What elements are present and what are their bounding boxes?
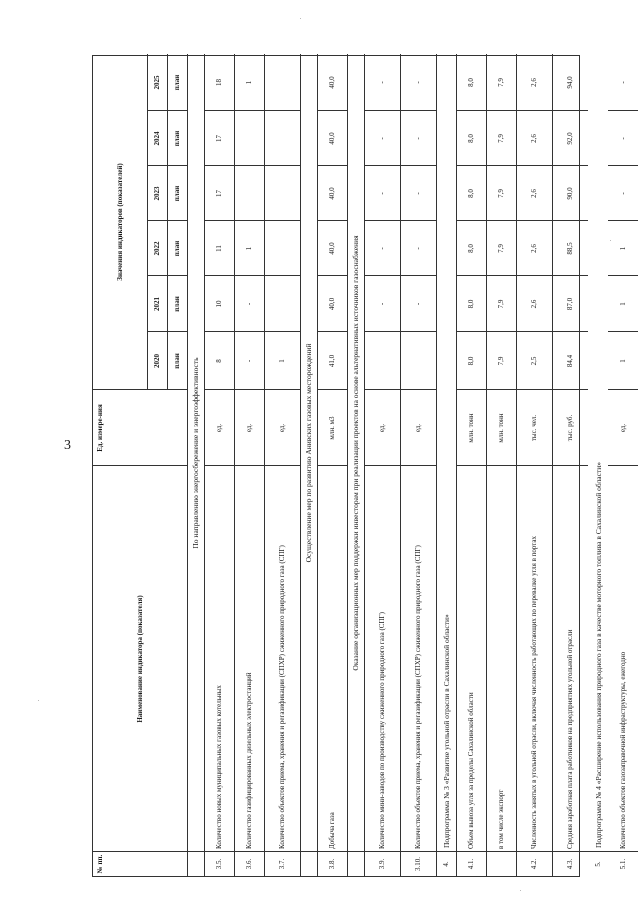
value-2022: 8,0 xyxy=(466,244,475,253)
column-divider xyxy=(264,465,300,466)
value-2023: - xyxy=(377,192,386,195)
column-divider xyxy=(264,165,300,166)
column-divider xyxy=(486,275,516,276)
column-divider xyxy=(317,389,347,390)
value-2020: - xyxy=(244,359,253,363)
header-num: № пп. xyxy=(96,854,104,874)
indicator-name: Количество новых муниципальных газовых котельных xyxy=(214,685,223,849)
column-divider xyxy=(456,389,486,390)
header-divider xyxy=(147,54,148,390)
header-name: Наименование индикатора (показателя) xyxy=(135,595,144,723)
row-number: 3.8. xyxy=(327,858,336,870)
row-number xyxy=(486,852,516,876)
value-2021: - xyxy=(244,302,253,306)
unit-cell: тыс. руб. xyxy=(565,414,574,442)
column-divider xyxy=(317,465,347,466)
column-divider xyxy=(264,389,300,390)
value-2020: 2,5 xyxy=(529,356,538,366)
rotated-table-frame xyxy=(92,55,627,877)
column-divider xyxy=(364,331,400,332)
header-year-2023: 2023 xyxy=(152,186,161,201)
column-divider xyxy=(264,275,300,276)
header-column-divider xyxy=(147,220,187,221)
column-divider xyxy=(364,110,400,111)
column-divider xyxy=(364,275,400,276)
unit-cell: ед. xyxy=(413,423,422,433)
column-divider xyxy=(436,851,456,852)
column-divider xyxy=(400,110,436,111)
indicator-name: Объем вывоза угля за пределы Сахалинской области xyxy=(466,692,475,849)
row-number: 3.6. xyxy=(244,858,253,870)
column-divider xyxy=(456,851,486,852)
column-divider xyxy=(204,110,234,111)
column-divider xyxy=(516,851,552,852)
value-2022: 11 xyxy=(214,245,223,252)
column-divider xyxy=(400,220,436,221)
value-2025: 94,0 xyxy=(565,76,574,89)
unit-cell: ед. xyxy=(214,423,223,433)
unit-cell: млн. тонн xyxy=(466,413,475,443)
unit-cell: ед. xyxy=(277,423,286,433)
value-2023: 17 xyxy=(214,190,223,197)
column-divider xyxy=(317,851,347,852)
column-divider xyxy=(486,389,516,390)
column-divider xyxy=(552,275,588,276)
value-2025: - xyxy=(377,81,386,84)
column-divider xyxy=(552,331,588,332)
value-2020 xyxy=(400,332,436,390)
header-column-divider xyxy=(147,110,187,111)
column-divider xyxy=(300,851,317,852)
column-divider xyxy=(234,389,264,390)
column-divider xyxy=(264,851,300,852)
value-2022: 40,0 xyxy=(327,242,336,255)
indicator-name: Количество объектов приема, хранения и регазификации (СПХР) сжиженного природного газа (СПГ) xyxy=(413,545,422,849)
header-plan: план xyxy=(172,296,181,312)
column-divider xyxy=(552,110,588,111)
value-2022: 88,5 xyxy=(565,242,574,255)
page-number: 3 xyxy=(64,438,71,453)
indicator-table xyxy=(92,55,627,877)
row-number: 4.3. xyxy=(565,858,574,870)
header-column-divider xyxy=(93,851,187,852)
value-2023: - xyxy=(413,192,422,195)
column-divider xyxy=(364,165,400,166)
column-divider xyxy=(486,110,516,111)
indicator-name: Количество объектов приема, хранения и регазификации (СПХР) сжиженного природного газа (СПГ) xyxy=(277,545,286,849)
value-2022: 7,9 xyxy=(496,244,505,253)
row-number: 3.10. xyxy=(413,857,422,871)
unit-cell: млн. тонн xyxy=(496,413,505,443)
header-plan: план xyxy=(172,240,181,257)
column-divider xyxy=(347,851,364,852)
value-2020: 1 xyxy=(618,359,627,363)
column-divider xyxy=(608,275,638,276)
value-2021: 8,0 xyxy=(466,299,475,309)
section-heading: Оказание организационных мер поддержки инвесторам при реализации проектов на основе альтернативных источников газоснабжения xyxy=(351,235,360,671)
subprogram-heading: Подпрограмма № 4 «Расширение использования природного газа в качестве моторного топлива в Сахалинской области» xyxy=(593,462,603,848)
column-divider xyxy=(552,389,588,390)
value-2022: 2,6 xyxy=(529,244,538,253)
value-2020: 8 xyxy=(214,359,223,363)
column-divider xyxy=(516,165,552,166)
column-divider xyxy=(608,465,638,466)
column-divider xyxy=(204,220,234,221)
column-divider xyxy=(234,465,264,466)
value-2023: 8,0 xyxy=(466,189,475,198)
column-divider xyxy=(400,389,436,390)
column-divider xyxy=(552,465,588,466)
column-divider xyxy=(264,220,300,221)
unit-cell: млн. м3 xyxy=(327,416,336,440)
indicator-name: Средняя заработная плата работников на предприятиях угольной отрасли xyxy=(565,629,574,849)
value-2023: 90,0 xyxy=(565,187,574,200)
header-column-divider xyxy=(147,165,187,166)
value-2024 xyxy=(264,111,300,166)
header-year-2024: 2024 xyxy=(152,131,161,146)
value-2025: 8,0 xyxy=(466,78,475,87)
column-divider xyxy=(264,331,300,332)
column-divider xyxy=(400,275,436,276)
column-divider xyxy=(364,465,400,466)
value-2021: 7,9 xyxy=(496,299,505,309)
column-divider xyxy=(204,275,234,276)
column-divider xyxy=(234,220,264,221)
column-divider xyxy=(400,465,436,466)
column-divider xyxy=(608,389,638,390)
column-divider xyxy=(456,465,486,466)
row-number: 3.9. xyxy=(377,858,386,870)
column-divider xyxy=(187,851,204,852)
column-divider xyxy=(552,851,588,852)
row-number: 5. xyxy=(593,861,602,867)
column-divider xyxy=(608,110,638,111)
value-2021: 40,0 xyxy=(327,297,336,311)
value-2024: 92,0 xyxy=(565,132,574,145)
indicator-name: Количество объектов газозаправочной инфраструктуры, ежегодно xyxy=(618,651,627,849)
column-divider xyxy=(456,275,486,276)
column-divider xyxy=(400,851,436,852)
value-2023 xyxy=(264,166,300,221)
column-divider xyxy=(364,851,400,852)
column-divider xyxy=(516,275,552,276)
column-divider xyxy=(608,851,638,852)
column-divider xyxy=(317,110,347,111)
value-2021: 1 xyxy=(618,302,627,306)
column-divider xyxy=(552,220,588,221)
value-2020 xyxy=(364,332,400,390)
value-2025: 40,0 xyxy=(327,76,336,89)
column-divider xyxy=(486,165,516,166)
value-2020: 41,0 xyxy=(327,354,336,368)
row-number: 3.7. xyxy=(277,858,286,870)
value-2021: 2,6 xyxy=(529,299,538,309)
scan-speck xyxy=(38,700,39,701)
column-divider xyxy=(608,220,638,221)
indicator-name: Количество газифицированных дизельных электростанций xyxy=(244,672,253,849)
unit-cell: ед. xyxy=(244,423,253,433)
value-2020: 84,4 xyxy=(565,354,574,368)
indicator-name: Численность занятых в угольной отрасли, включая численность работающих по перевалке угля в портах xyxy=(529,535,538,849)
value-2024: - xyxy=(618,137,627,140)
column-divider xyxy=(516,465,552,466)
value-2024: 40,0 xyxy=(327,132,336,145)
row-number: 4. xyxy=(441,861,450,867)
scan-speck xyxy=(520,890,521,891)
column-divider xyxy=(552,165,588,166)
value-2021 xyxy=(264,276,300,332)
column-divider xyxy=(234,165,264,166)
value-2021: 87,0 xyxy=(565,297,574,311)
unit-cell: ед. xyxy=(618,423,627,433)
value-2022 xyxy=(264,221,300,276)
column-divider xyxy=(456,220,486,221)
value-2020: 8,0 xyxy=(466,356,475,366)
header-year-2025: 2025 xyxy=(152,75,161,90)
header-year-2021: 2021 xyxy=(152,297,161,311)
value-2025: 2,6 xyxy=(529,78,538,87)
header-values: Значения индикаторов (показателей) xyxy=(115,163,124,281)
value-2025 xyxy=(264,54,300,111)
value-2021: - xyxy=(413,302,422,306)
value-2024: 2,6 xyxy=(529,134,538,143)
value-2021: 10 xyxy=(214,300,223,308)
column-divider xyxy=(317,220,347,221)
value-2023 xyxy=(234,166,264,221)
column-divider xyxy=(364,389,400,390)
value-2022: 1 xyxy=(244,246,253,251)
value-2025: 1 xyxy=(244,80,253,85)
indicator-name: Добыча газа xyxy=(327,812,336,849)
column-divider xyxy=(204,165,234,166)
value-2023: 7,9 xyxy=(496,189,505,198)
column-divider xyxy=(234,851,264,852)
header-plan: план xyxy=(172,130,181,147)
value-2024: - xyxy=(413,137,422,140)
row-number: 5.1. xyxy=(618,858,627,870)
value-2023: - xyxy=(618,192,627,195)
column-divider xyxy=(456,165,486,166)
value-2023: 40,0 xyxy=(327,187,336,200)
unit-cell: тыс. чел. xyxy=(529,414,538,442)
header-year-2020: 2020 xyxy=(152,354,161,368)
column-divider xyxy=(234,110,264,111)
column-divider xyxy=(486,465,516,466)
row-number: 4.2. xyxy=(529,858,538,870)
column-divider xyxy=(317,165,347,166)
header-plan: план xyxy=(172,74,181,91)
column-divider xyxy=(204,851,234,852)
row-number: 3.5. xyxy=(214,858,223,870)
value-2022: - xyxy=(377,247,386,250)
column-divider xyxy=(234,331,264,332)
header-column-divider xyxy=(93,389,187,390)
value-2024: 7,9 xyxy=(496,134,505,143)
value-2022: 1 xyxy=(618,246,627,251)
value-2025: - xyxy=(618,81,627,84)
column-divider xyxy=(516,331,552,332)
scan-speck xyxy=(300,18,301,19)
unit-cell: ед. xyxy=(377,423,386,433)
column-divider xyxy=(608,165,638,166)
header-plan: план xyxy=(172,353,181,369)
header-column-divider xyxy=(93,465,187,466)
column-divider xyxy=(264,110,300,111)
value-2024: - xyxy=(377,137,386,140)
value-2020: 7,9 xyxy=(496,356,505,366)
header-year-2022: 2022 xyxy=(152,241,161,256)
column-divider xyxy=(204,389,234,390)
column-divider xyxy=(486,331,516,332)
column-divider xyxy=(516,110,552,111)
column-divider xyxy=(317,275,347,276)
indicator-name: в том числе экспорт xyxy=(496,789,505,849)
indicator-name: Количество мини-заводов по производству сжиженного природного газа (СПГ) xyxy=(377,612,386,849)
header-unit: Ед. измере-ния xyxy=(96,404,104,452)
section-heading: Осуществление мер по развитию Анивских газовых месторождений xyxy=(304,343,313,563)
value-2025: 7,9 xyxy=(496,78,505,87)
column-divider xyxy=(234,275,264,276)
value-2022: - xyxy=(413,247,422,250)
column-divider xyxy=(486,851,516,852)
header-column-divider xyxy=(147,275,187,276)
value-2020: 1 xyxy=(277,359,286,363)
value-2024 xyxy=(234,111,264,166)
row-number: 4.1. xyxy=(466,858,475,870)
header-divider xyxy=(167,54,168,390)
value-2024: 8,0 xyxy=(466,134,475,143)
column-divider xyxy=(400,331,436,332)
value-2025: 18 xyxy=(214,79,223,86)
value-2025: - xyxy=(413,81,422,84)
header-plan: план xyxy=(172,185,181,202)
subprogram-heading: Подпрограмма № 3 «Развитие угольной отрасли в Сахалинской области» xyxy=(441,614,451,848)
header-column-divider xyxy=(147,331,187,332)
column-divider xyxy=(486,220,516,221)
value-2021: - xyxy=(377,302,386,306)
column-divider xyxy=(364,220,400,221)
column-divider xyxy=(516,220,552,221)
column-divider xyxy=(317,331,347,332)
column-divider xyxy=(204,465,234,466)
value-2023: 2,6 xyxy=(529,189,538,198)
column-divider xyxy=(588,851,608,852)
section-heading: По направлению энергосбережение и энергоэффективность xyxy=(191,357,200,549)
column-divider xyxy=(608,331,638,332)
column-divider xyxy=(456,331,486,332)
column-divider xyxy=(204,331,234,332)
column-divider xyxy=(400,165,436,166)
column-divider xyxy=(456,110,486,111)
column-divider xyxy=(516,389,552,390)
value-2024: 17 xyxy=(214,135,223,142)
